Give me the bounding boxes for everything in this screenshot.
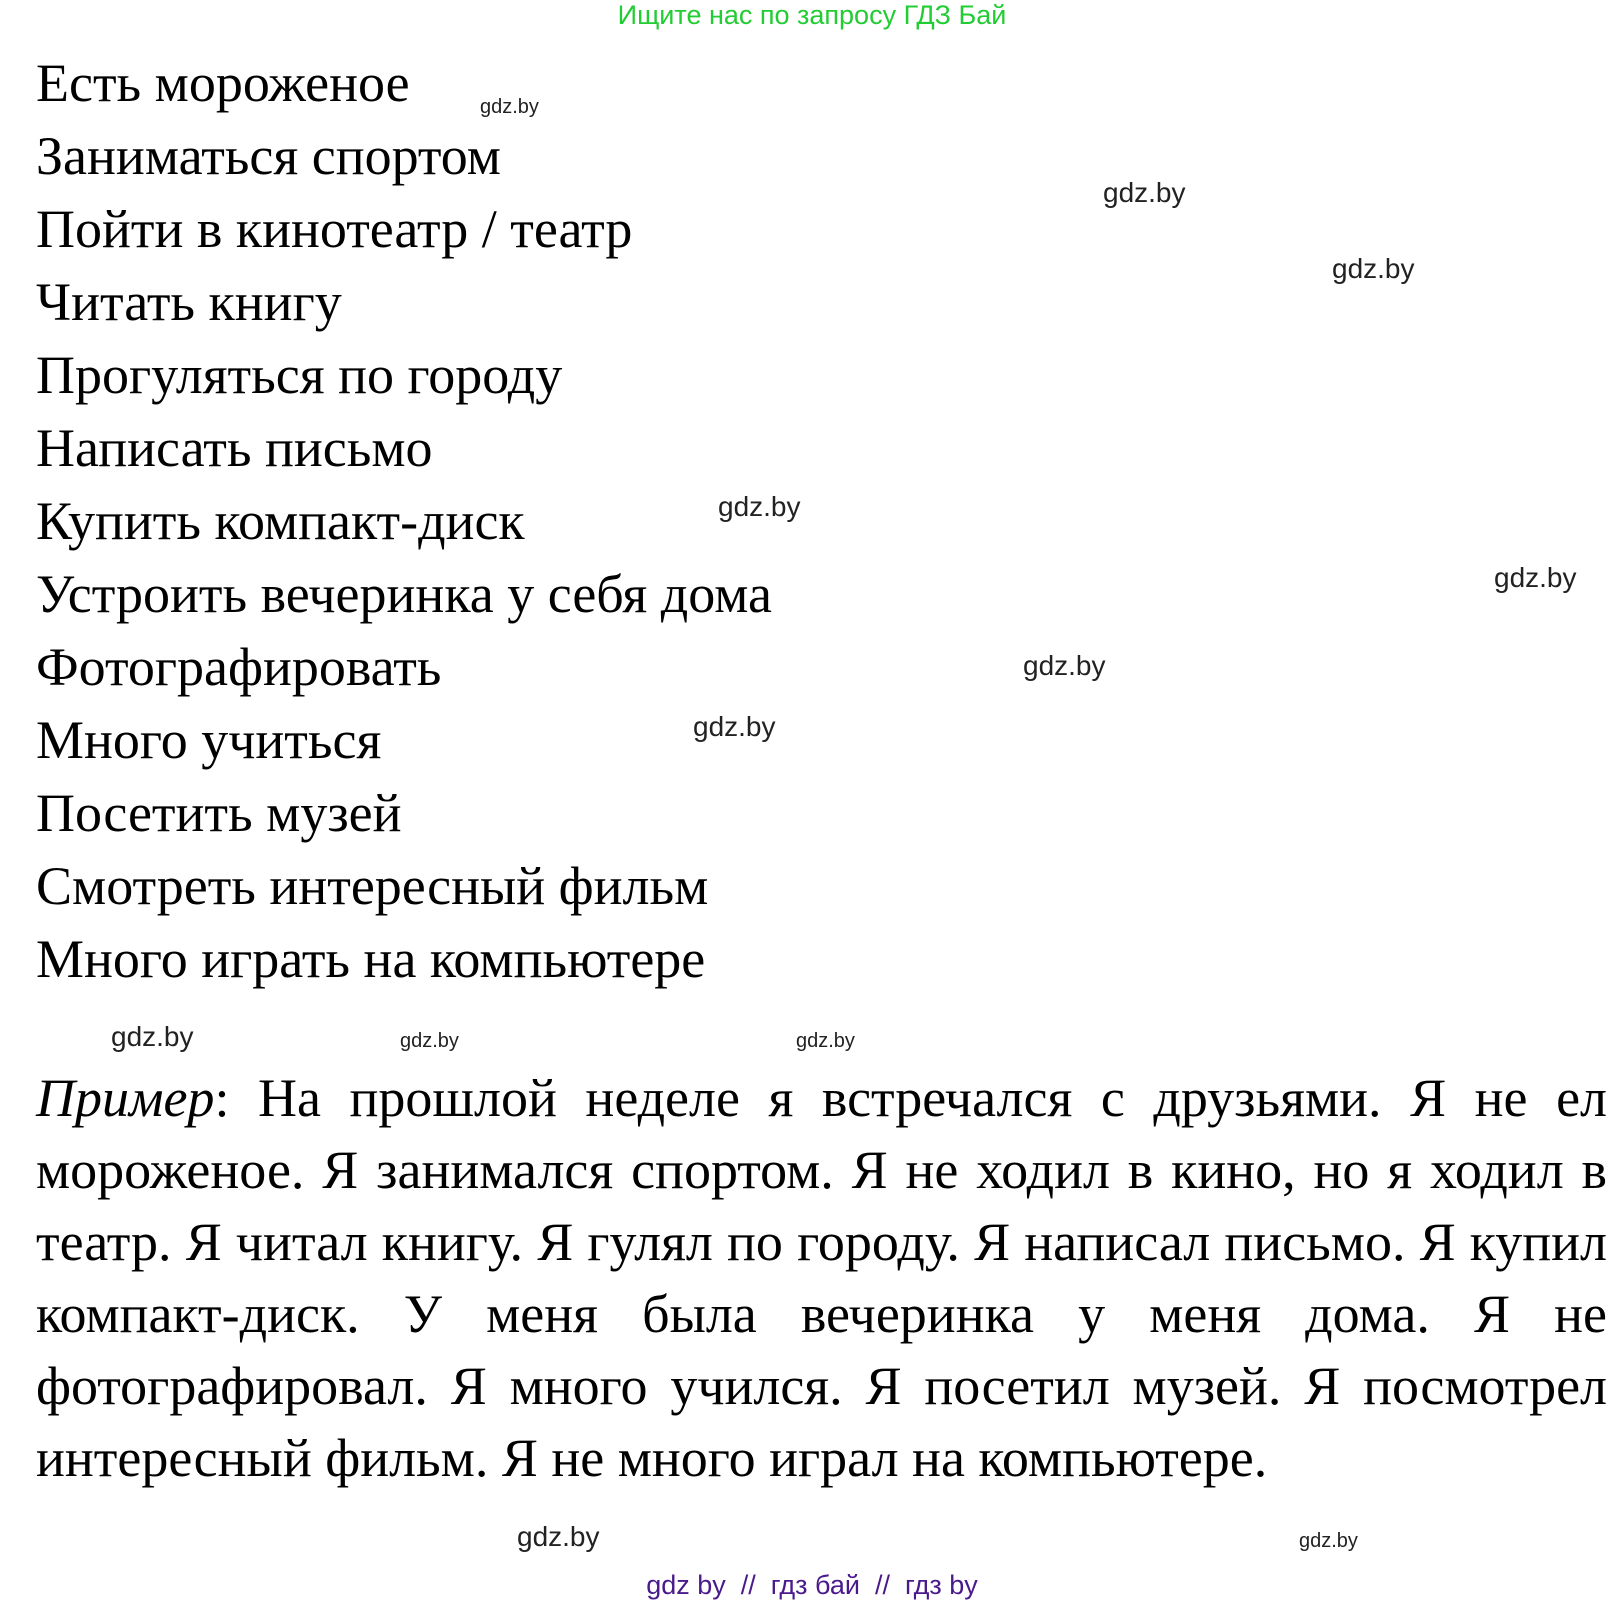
watermark: gdz.by (1023, 650, 1106, 681)
watermark: gdz.by (111, 1021, 194, 1052)
list-item: Много учиться (36, 710, 382, 770)
watermark: gdz.by (480, 96, 539, 118)
watermark: gdz.by (1103, 177, 1186, 208)
list-item: Устроить вечеринка у себя дома (36, 564, 772, 624)
footer-links: gdz by // гдз бай // гдз by (646, 1570, 978, 1600)
activity-list (36, 47, 772, 996)
list-item: Смотреть интересный фильм (36, 856, 709, 916)
list-item: Написать письмо (36, 418, 433, 478)
watermark: gdz.by (796, 1030, 855, 1052)
list-item: Фотографировать (36, 637, 442, 697)
watermark: gdz.by (1299, 1530, 1358, 1552)
header-banner: Ищите нас по запросу ГДЗ Бай (617, 0, 1007, 30)
example-text: : На прошлой неделе я встречался с друзьями. Я не ел мороженое. Я занимался спортом. Я не ходил в кино, но я ходил в театр. Я читал книгу. Я гулял по городу. Я написал письмо. Я купил компакт-диск. У меня была вечеринка у меня дома. Я не фотографировал. Я много учился. Я посетил музей. Я посмотрел интересный фильм. Я не много играл на компьютере. (36, 1068, 1607, 1488)
list-item: Читать книгу (36, 272, 342, 332)
watermark: gdz.by (400, 1030, 459, 1052)
list-item: Есть мороженое (36, 53, 410, 113)
list-item: Пойти в кинотеатр / театр (36, 199, 633, 259)
list-item: Купить компакт-диск (36, 491, 525, 551)
list-item: Посетить музей (36, 783, 402, 843)
watermark: gdz.by (693, 711, 776, 742)
watermark: gdz.by (1332, 253, 1415, 284)
example-paragraph (36, 1062, 1607, 1494)
watermark: gdz.by (517, 1521, 600, 1552)
list-item: Прогуляться по городу (36, 345, 563, 405)
list-item: Заниматься спортом (36, 126, 501, 186)
list-item: Много играть на компьютере (36, 929, 706, 989)
watermark: gdz.by (1494, 562, 1577, 593)
watermark: gdz.by (718, 491, 801, 522)
example-label: Пример (36, 1068, 215, 1128)
